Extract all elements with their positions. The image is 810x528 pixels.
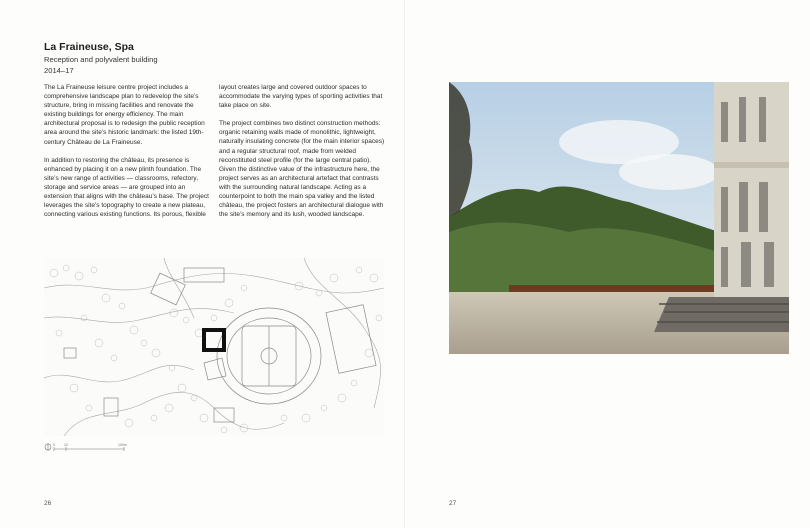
- project-subtitle: Reception and polyvalent building: [44, 55, 158, 64]
- scale-label: 10: [64, 443, 68, 447]
- north-arrow-icon: [45, 443, 51, 451]
- text-column-2: [219, 83, 387, 228]
- chateau-photo: [449, 82, 789, 354]
- site-plan: [44, 258, 384, 436]
- paragraph: The La Fraineuse leisure centre project includes a comprehensive landscape plan to redevelop the site’s structure, bring in missing facilities and renovate the existing buildings for energy efficiency. The main architectural proposal is to redesign the public reception area around the site’s historic landmark: the listed 19th-century Château de La Fraineuse.: [44, 84, 205, 146]
- scale-label: 100m: [118, 443, 127, 447]
- paragraph: In addition to restoring the château, its presence is enhanced by placing it on a new plinth foundation. The site’s new range of activities — classrooms, refectory, storage and service areas — are grouped into an extension that aligns with the château’s base. The project leverages the site’s topography to create a new plateau, connecting various existing functions. Its porous, flexible: [44, 156, 209, 219]
- text-column-1: [44, 83, 212, 228]
- page-number: 26: [44, 500, 52, 507]
- paragraph: layout creates large and covered outdoor spaces to accommodate the varying types of sporting activities that take place on site.: [219, 84, 383, 110]
- page-number: 27: [449, 500, 457, 507]
- project-years: 2014–17: [44, 66, 74, 75]
- scale-bar: [44, 441, 134, 453]
- scale-label: 0: [53, 443, 55, 447]
- paragraph: The project combines two distinct construction methods: organic retaining walls made of monolithic, lightweight, naturally insulating concrete (for the main interior spaces) and a regular structural roof, made from welded reconstituted steel profile (for the large central patio). Given the distinctive value of the infrastructure here, the project serves as an architectural artefact that contrasts with the surrounding natural landscape. Acting as a counterpoint to both the main spa valley and the listed château, the project fosters an architectural dialogue with the site’s memory and its lush, wooded landscape.: [219, 120, 385, 219]
- page-title: La Fraineuse, Spa: [44, 41, 134, 53]
